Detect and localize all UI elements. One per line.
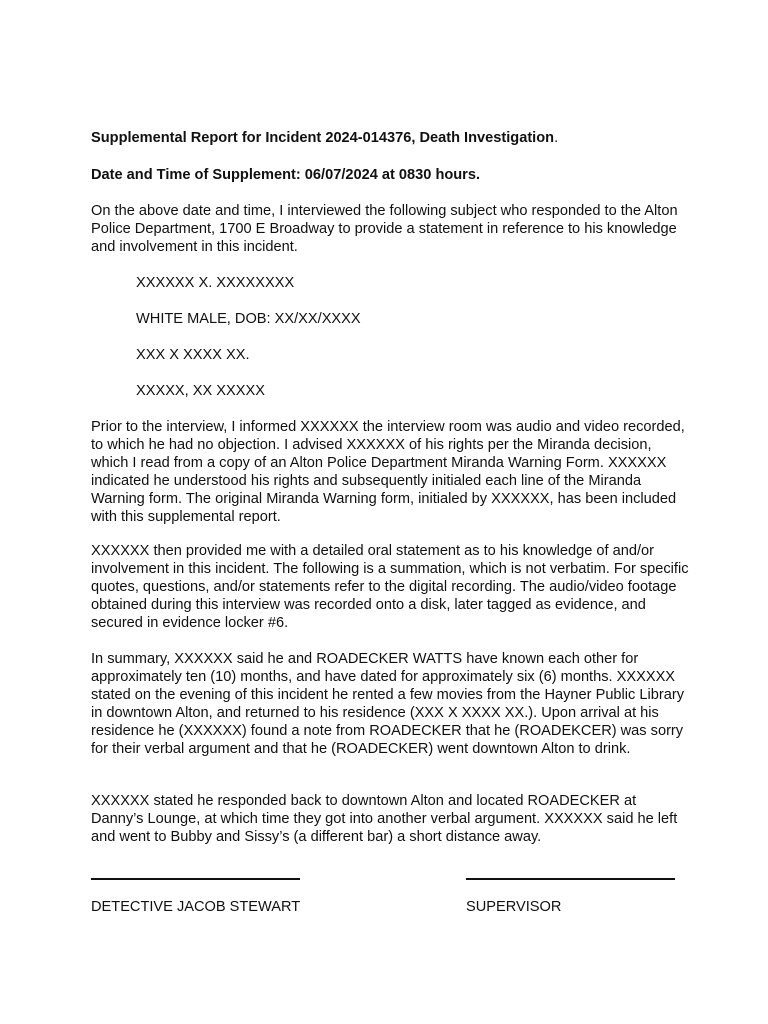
report-title	[91, 129, 691, 147]
supplement-datetime: Date and Time of Supplement: 06/07/2024 at 0830 hours.	[91, 167, 481, 183]
subject-address-line-1: XXX X XXXX XX.	[136, 347, 250, 363]
report-title-text: Supplemental Report for Incident 2024-014376, Death Investigation	[91, 130, 555, 146]
report-title-period: .	[554, 130, 559, 146]
miranda-paragraph: Prior to the interview, I informed XXXXXX the interview room was audio and video recorded, to which he had no objection. I advised XXXXXX of his rights per the Miranda decision, which I read from a copy of an Alton Police Department Miranda Warning Form. XXXXXX indicated he understood his rights and subsequently initialed each line of the Miranda Warning form. The original Miranda Warning form, initialed by XXXXXX, has been included with this supplemental report.	[91, 419, 685, 525]
supervisor-signature-line	[466, 878, 675, 880]
summary-paragraph: In summary, XXXXXX said he and ROADECKER WATTS have known each other for approximately ten (10) months, and have dated for approximately six (6) months. XXXXXX stated on the evening of this incident he rented a few movies from the Hayner Public Library in downtown Alton, and returned to his residence (XXX X XXXX XX.). Upon arrival at his residence he (XXXXXX) found a note from ROADECKER that he (ROADEKCER) was sorry for their verbal argument and that he (ROADECKER) went downtown Alton to drink.	[91, 651, 684, 757]
detective-signature-label: DETECTIVE JACOB STEWART	[91, 899, 301, 915]
subject-name: XXXXXX X. XXXXXXXX	[136, 275, 295, 291]
subject-description: WHITE MALE, DOB: XX/XX/XXXX	[136, 311, 361, 327]
subject-address-line-2: XXXXX, XX XXXXX	[136, 383, 265, 399]
statement-paragraph: XXXXXX then provided me with a detailed oral statement as to his knowledge of and/or involvement in this incident. The following is a summation, which is not verbatim. For specific quotes, questions, and/or statements refer to the digital recording. The audio/video footage obtained during this interview was recorded onto a disk, later tagged as evidence, and secured in evidence locker #6.	[91, 543, 689, 631]
supervisor-signature-label: SUPERVISOR	[466, 899, 562, 915]
detective-signature-line	[91, 878, 300, 880]
intro-paragraph: On the above date and time, I interviewed the following subject who responded to the Alton Police Department, 1700 E Broadway to provide a statement in reference to his knowledge and involvement in this incident.	[91, 203, 678, 255]
lounge-paragraph: XXXXXX stated he responded back to downtown Alton and located ROADECKER at Danny’s Lounge, at which time they got into another verbal argument. XXXXXX said he left and went to Bubby and Sissy’s (a different bar) a short distance away.	[91, 793, 678, 845]
